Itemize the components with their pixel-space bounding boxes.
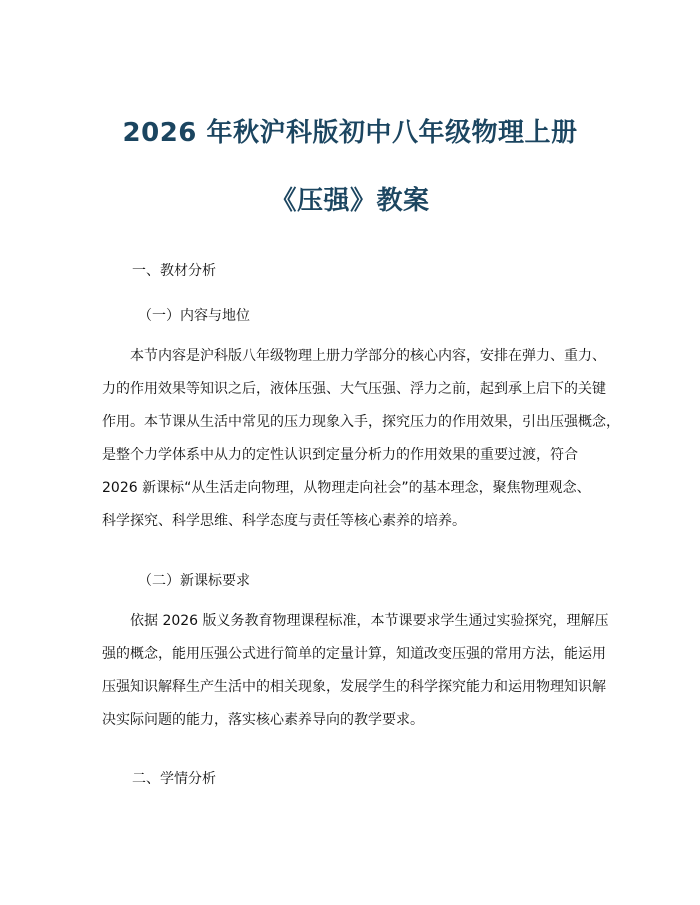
subsection-heading-curriculum-requirements: （二）新课标要求 xyxy=(138,573,250,589)
subsection-heading-content-position: （一）内容与地位 xyxy=(138,308,250,324)
paragraph-content-position xyxy=(102,340,620,538)
paragraph-line: 依据 2026 版义务教育物理课程标准，本节课要求学生通过实验探究，理解压 xyxy=(130,613,609,629)
paragraph-line: 是整个力学体系中从力的定性认识到定量分析力的作用效果的重要过渡，符合 xyxy=(102,447,578,463)
document-title-line-1: 2026 年秋沪科版初中八年级物理上册 xyxy=(122,118,578,148)
paragraph-line: 作用。本节课从生活中常见的压力现象入手，探究压力的作用效果，引出压强概念， xyxy=(102,414,620,430)
section-heading-textbook-analysis: 一、教材分析 xyxy=(132,263,216,279)
paragraph-curriculum-requirements xyxy=(102,605,609,737)
document-title-line-2: 《压强》教案 xyxy=(270,186,430,216)
paragraph-line: 本节内容是沪科版八年级物理上册力学部分的核心内容，安排在弹力、重力、 xyxy=(130,348,606,364)
paragraph-line: 科学探究、科学思维、科学态度与责任等核心素养的培养。 xyxy=(102,513,466,529)
paragraph-line: 强的概念，能用压强公式进行简单的定量计算，知道改变压强的常用方法，能运用 xyxy=(102,646,606,662)
paragraph-line: 2026 新课标“从生活走向物理，从物理走向社会”的基本理念，聚焦物理观念、 xyxy=(102,480,591,496)
paragraph-line: 决实际问题的能力，落实核心素养导向的教学要求。 xyxy=(102,712,424,728)
section-heading-student-analysis: 二、学情分析 xyxy=(132,771,216,787)
paragraph-line: 压强知识解释生产生活中的相关现象，发展学生的科学探究能力和运用物理知识解 xyxy=(102,679,606,695)
paragraph-line: 力的作用效果等知识之后，液体压强、大气压强、浮力之前，起到承上启下的关键 xyxy=(102,381,606,397)
